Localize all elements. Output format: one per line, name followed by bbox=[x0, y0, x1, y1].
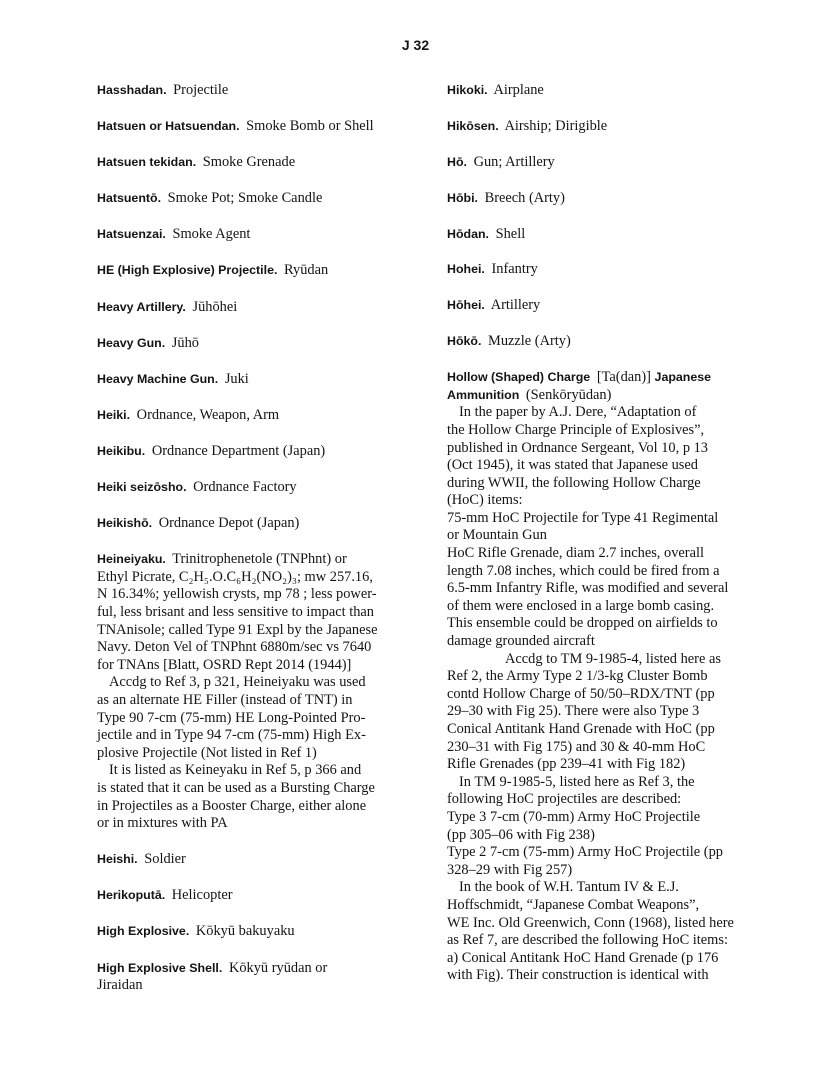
glossary-entry bbox=[97, 335, 415, 353]
entry-term: HE (High Explosive) Projectile. bbox=[97, 263, 278, 278]
entry-line: In TM 9-1985-5, listed here as Ref 3, the bbox=[459, 773, 695, 790]
entry-definition: Shell bbox=[495, 225, 526, 242]
entry-term: Heikishō. bbox=[97, 516, 153, 531]
entry-line: Accdg to TM 9-1985-4, listed here as bbox=[505, 650, 721, 667]
entry-line: ful, less brisant and less sensitive to impact than bbox=[97, 604, 374, 620]
glossary-entry bbox=[447, 333, 783, 351]
entry-term: Heineiyaku. bbox=[97, 552, 166, 567]
glossary-entry bbox=[97, 960, 415, 995]
entry-line: WE Inc. Old Greenwich, Conn (1968), listed here bbox=[447, 914, 734, 931]
entry-definition: Kōkyū ryūdan or bbox=[228, 959, 328, 976]
glossary-entry bbox=[97, 479, 415, 497]
glossary-entry bbox=[97, 923, 415, 941]
entry-line: Type 2 7-cm (75-mm) Army HoC Projectile (pp bbox=[447, 844, 723, 861]
entry-term: Hatsuentō. bbox=[97, 191, 162, 206]
entry-line: 29–30 with Fig 25). There were also Type 3 bbox=[447, 703, 700, 720]
entry-definition: Jūhō bbox=[171, 334, 199, 351]
entry-term: Heishi. bbox=[97, 852, 138, 867]
entry-term: Heavy Artillery. bbox=[97, 299, 186, 314]
entry-definition: Gun; Artillery bbox=[473, 153, 555, 170]
entry-line: Type 3 7-cm (70-mm) Army HoC Projectile bbox=[447, 808, 701, 825]
entry-term: Hollow (Shaped) Charge bbox=[447, 370, 591, 385]
entry-line: plosive Projectile (Not listed in Ref 1) bbox=[97, 744, 317, 761]
entry-line: Accdg to Ref 3, p 321, Heineiyaku was used bbox=[109, 674, 366, 691]
glossary-entry bbox=[97, 226, 415, 244]
entry-line: TNAnisole; called Type 91 Expl by the Japanese bbox=[97, 621, 378, 638]
entry-term: Heikibu. bbox=[97, 443, 146, 458]
entry-line: following HoC projectiles are described: bbox=[447, 791, 682, 808]
entry-term: Hōbi. bbox=[447, 190, 478, 205]
glossary-entry bbox=[97, 154, 415, 172]
entry-term: Hatsuenzai. bbox=[97, 227, 166, 242]
entry-term: Hohei. bbox=[447, 262, 485, 277]
entry-line: damage grounded aircraft bbox=[447, 633, 595, 650]
glossary-entry bbox=[447, 297, 783, 315]
entry-term: Hikōsen. bbox=[447, 118, 499, 133]
left-column bbox=[97, 82, 415, 995]
entry-line: as Ref 7, are described the following HoC items: bbox=[447, 932, 728, 949]
entry-term: Heavy Gun. bbox=[97, 335, 166, 350]
entry-line: with Fig). Their construction is identical with bbox=[447, 967, 709, 984]
entry-line: Type 90 7-cm (75-mm) HE Long-Pointed Pro- bbox=[97, 709, 366, 726]
entry-line: Ref 2, the Army Type 2 1/3-kg Cluster Bomb bbox=[447, 668, 708, 685]
entry-term: High Explosive Shell. bbox=[97, 960, 223, 975]
entry-term: Hōkō. bbox=[447, 334, 482, 349]
entry-line: or in mixtures with PA bbox=[97, 815, 228, 832]
entry-line: is stated that it can be used as a Bursting Charge bbox=[97, 779, 375, 796]
entry-line: 6.5-mm Infantry Rifle, was modified and several bbox=[447, 580, 729, 597]
entry-definition: Kōkyū bakuyaku bbox=[195, 923, 295, 940]
entry-line: In the paper by A.J. Dere, “Adaptation of bbox=[459, 404, 697, 421]
entry-heading: Hollow (Shaped) Charge [Ta(dan)] Japanese bbox=[447, 369, 712, 386]
entry-line: length 7.08 inches, which could be fired from a bbox=[447, 562, 720, 579]
glossary-entry bbox=[447, 226, 783, 244]
glossary-entry bbox=[97, 190, 415, 208]
entry-definition-continued: Jiraidan bbox=[97, 977, 143, 994]
glossary-entry bbox=[97, 82, 415, 100]
entry-line: 75-mm HoC Projectile for Type 41 Regimental bbox=[447, 509, 719, 526]
entry-line: (Oct 1945), it was stated that Japanese used bbox=[447, 457, 698, 474]
entry-line: during WWII, the following Hollow Charge bbox=[447, 474, 701, 491]
entry-definition: Smoke Agent bbox=[172, 226, 251, 243]
entry-line: This ensemble could be dropped on airfields to bbox=[447, 615, 718, 632]
entry-line: Hoffschmidt, “Japanese Combat Weapons”, bbox=[447, 896, 700, 913]
entry-definition: Jūhōhei bbox=[192, 298, 238, 315]
entry-term: Hatsuen tekidan. bbox=[97, 155, 197, 170]
entry-definition: Muzzle (Arty) bbox=[488, 333, 571, 350]
glossary-entry bbox=[97, 443, 415, 461]
entry-line: jectile and in Type 94 7-cm (75-mm) High Ex- bbox=[97, 727, 366, 744]
entry-term: High Explosive. bbox=[97, 924, 190, 939]
glossary-entry bbox=[97, 371, 415, 389]
entry-line: or Mountain Gun bbox=[447, 527, 547, 544]
glossary-entry bbox=[97, 407, 415, 425]
entry-term: Hōdan. bbox=[447, 226, 489, 241]
entry-line: (pp 305–06 with Fig 238) bbox=[447, 826, 595, 843]
glossary-entry bbox=[447, 261, 783, 279]
entry-term: Herikoputā. bbox=[97, 888, 166, 903]
entry-definition: Ordnance Factory bbox=[193, 479, 297, 496]
entry-line: 328–29 with Fig 257) bbox=[447, 861, 573, 878]
entry-line: HoC Rifle Grenade, diam 2.7 inches, overall bbox=[447, 545, 704, 562]
entry-heading: Ammunition (Senkōryūdan) bbox=[447, 386, 612, 403]
glossary-entry bbox=[97, 299, 415, 317]
entry-definition: Ordnance Depot (Japan) bbox=[158, 515, 300, 532]
formula-line: Ethyl Picrate, C₂H₅.O.C₆H₂(NO₂)₃; mw 257.16, bbox=[97, 568, 373, 585]
glossary-entry bbox=[447, 190, 783, 208]
entry-term: Heiki seizōsho. bbox=[97, 480, 187, 495]
entry-term: Heavy Machine Gun. bbox=[97, 371, 219, 386]
entry-line: In the book of W.H. Tantum IV & E.J. bbox=[459, 879, 679, 896]
entry-term: Hasshadan. bbox=[97, 83, 167, 97]
entry-definition: Ryūdan bbox=[284, 262, 329, 279]
entry-line: Conical Antitank Hand Grenade with HoC (pp bbox=[447, 721, 715, 737]
entry-line: It is listed as Keineyaku in Ref 5, p 366 and bbox=[109, 762, 362, 779]
entry-term: Heiki. bbox=[97, 407, 131, 422]
entry-definition: Airplane bbox=[493, 82, 544, 98]
entry-line: (HoC) items: bbox=[447, 492, 523, 509]
hollow-charge-entry bbox=[447, 369, 783, 985]
entry-line: for TNAns [Blatt, OSRD Rept 2014 (1944)] bbox=[97, 656, 352, 673]
entry-definition: Artillery bbox=[490, 297, 541, 314]
glossary-entry bbox=[447, 118, 783, 136]
glossary-entry bbox=[97, 515, 415, 533]
glossary-entry bbox=[97, 262, 415, 280]
entry-line: in Projectiles as a Booster Charge, either alone bbox=[97, 797, 367, 814]
entry-line: as an alternate HE Filler (instead of TNT) in bbox=[97, 691, 353, 708]
right-column bbox=[447, 82, 783, 985]
glossary-entry bbox=[447, 154, 783, 172]
entry-definition: Helicopter bbox=[171, 887, 233, 904]
entry-line: of them were enclosed in a large bomb casing. bbox=[447, 597, 715, 614]
entry-definition: Soldier bbox=[144, 851, 186, 868]
entry-term: Hikoki. bbox=[447, 83, 488, 97]
page-number: J 32 bbox=[401, 37, 430, 53]
glossary-entry bbox=[97, 851, 415, 869]
entry-definition: Ordnance, Weapon, Arm bbox=[136, 406, 280, 423]
entry-definition: Ordnance Department (Japan) bbox=[151, 442, 326, 459]
entry-definition: Smoke Bomb or Shell bbox=[246, 118, 374, 135]
entry-definition: Infantry bbox=[491, 261, 538, 278]
entry-definition: Airship; Dirigible bbox=[504, 117, 608, 134]
entry-definition: Smoke Pot; Smoke Candle bbox=[167, 190, 323, 207]
entry-line: 230–31 with Fig 175) and 30 & 40-mm HoC bbox=[447, 738, 706, 755]
entry-definition: Juki bbox=[224, 370, 249, 387]
entry-line: Rifle Grenades (pp 239–41 with Fig 182) bbox=[447, 756, 686, 773]
entry-line: the Hollow Charge Principle of Explosives”, bbox=[447, 421, 705, 438]
heineiyaku-entry bbox=[97, 551, 415, 833]
entry-line: Navy. Deton Vel of TNPhnt 6880m/sec vs 7640 bbox=[97, 639, 372, 656]
glossary-entry bbox=[97, 118, 415, 136]
entry-term: Hōhei. bbox=[447, 298, 485, 313]
glossary-entry bbox=[447, 82, 783, 100]
entry-line: contd Hollow Charge of 50/50–RDX/TNT (pp bbox=[447, 685, 715, 702]
entry-term: Hatsuen or Hatsuendan. bbox=[97, 119, 240, 134]
entry-definition: Smoke Grenade bbox=[202, 154, 296, 171]
entry-line: published in Ordnance Sergeant, Vol 10, p 13 bbox=[447, 439, 708, 456]
entry-term: Hō. bbox=[447, 154, 467, 169]
entry-line: Heineiyaku. Trinitrophenetole (TNPhnt) or bbox=[97, 551, 347, 568]
entry-line: a) Conical Antitank HoC Hand Grenade (p 176 bbox=[447, 949, 719, 966]
entry-definition: Breech (Arty) bbox=[484, 189, 565, 206]
entry-definition: Projectile bbox=[173, 82, 229, 98]
glossary-entry bbox=[97, 887, 415, 905]
entry-line: N 16.34%; yellowish crysts, mp 78 ; less power- bbox=[97, 586, 377, 603]
